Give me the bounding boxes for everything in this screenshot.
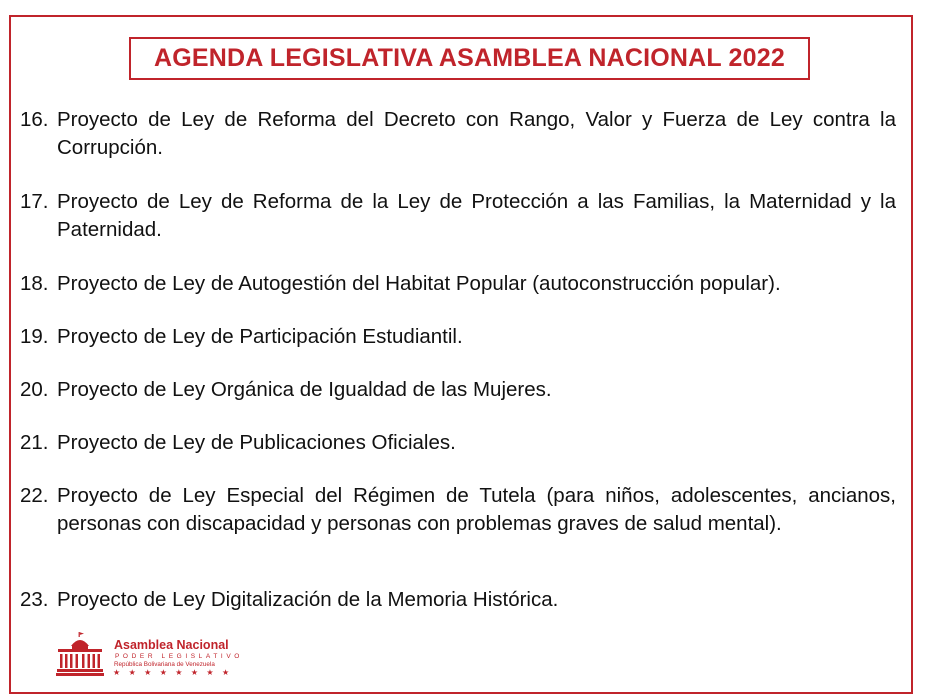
- item-text: Proyecto de Ley Especial del Régimen de Tutela (para niños, adolescentes, ancianos, personas con discapacidad y personas con problemas graves de salud mental).: [57, 484, 896, 535]
- item-number: 21.: [20, 431, 49, 454]
- list-item: [20, 429, 896, 457]
- list-item: [20, 188, 896, 244]
- list-item: [20, 482, 896, 538]
- logo-name: Asamblea Nacional: [114, 638, 229, 652]
- item-text: Proyecto de Ley Digitalización de la Memoria Histórica.: [57, 588, 559, 611]
- item-text: Proyecto de Ley de Reforma de la Ley de Protección a las Familias, la Maternidad y la Paternidad.: [57, 190, 896, 241]
- item-text: Proyecto de Ley Orgánica de Igualdad de las Mujeres.: [57, 378, 552, 401]
- item-number: 16.: [20, 108, 49, 131]
- item-number: 18.: [20, 272, 49, 295]
- item-number: 22.: [20, 484, 49, 507]
- item-text: Proyecto de Ley de Reforma del Decreto con Rango, Valor y Fuerza de Ley contra la Corrupción.: [57, 108, 896, 159]
- item-number: 17.: [20, 190, 49, 213]
- item-text: Proyecto de Ley de Autogestión del Habitat Popular (autoconstrucción popular).: [57, 272, 781, 295]
- item-text: Proyecto de Ley de Participación Estudiantil.: [57, 325, 463, 348]
- list-item: [20, 586, 896, 614]
- item-text: Proyecto de Ley de Publicaciones Oficiales.: [57, 431, 456, 454]
- asamblea-nacional-logo: [56, 632, 256, 680]
- list-item: [20, 376, 896, 404]
- capitol-building-icon: [56, 632, 104, 676]
- list-item: [20, 106, 896, 162]
- page-title: AGENDA LEGISLATIVA ASAMBLEA NACIONAL 2022: [154, 44, 785, 72]
- item-number: 19.: [20, 325, 49, 348]
- logo-subtitle: PODER LEGISLATIVO: [115, 653, 243, 660]
- logo-stars: ★★★★★★★★: [113, 668, 238, 677]
- title-box: [129, 37, 810, 80]
- list-item: [20, 270, 896, 298]
- list-item: [20, 323, 896, 351]
- item-number: 20.: [20, 378, 49, 401]
- item-number: 23.: [20, 588, 49, 611]
- logo-country: República Bolivariana de Venezuela: [114, 661, 215, 668]
